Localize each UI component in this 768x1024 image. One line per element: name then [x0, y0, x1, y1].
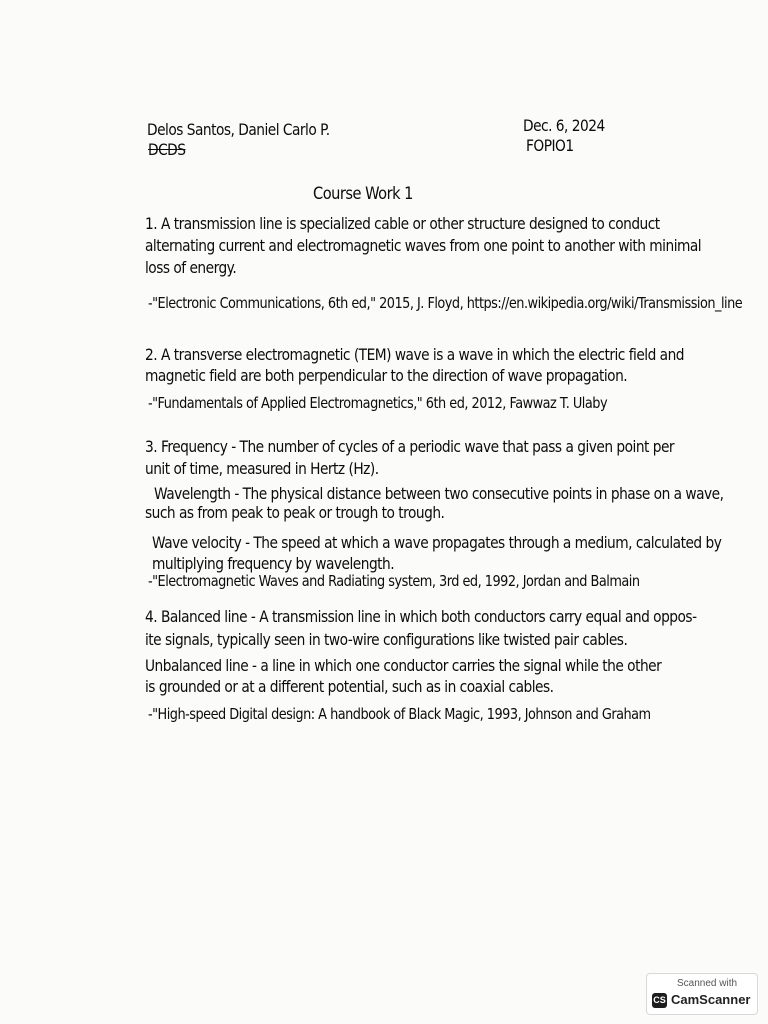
item-1-line-1: 1. A transmission line is specialized cable or other structure designed to conduct	[145, 214, 660, 233]
student-name: Delos Santos, Daniel Carlo P.	[147, 120, 330, 139]
date: Dec. 6, 2024	[523, 116, 605, 135]
item-2-citation: -"Fundamentals of Applied Electromagnetics," 6th ed, 2012, Fawwaz T. Ulaby	[148, 394, 608, 412]
watermark-caption: Scanned with	[677, 978, 738, 989]
item-1-line-3: loss of energy.	[145, 258, 237, 277]
item-2-line-1: 2. A transverse electromagnetic (TEM) wave is a wave in which the electric field and	[145, 345, 685, 364]
watermark-name: CamScanner	[671, 992, 751, 1007]
item-3-line-6: multiplying frequency by wavelength.	[152, 554, 395, 573]
student-initials: DCDS	[148, 140, 186, 159]
item-2-line-2: magnetic field are both perpendicular to the direction of wave propagation.	[145, 366, 628, 385]
item-4-line-1: 4. Balanced line - A transmission line in which both conductors carry equal and oppos-	[145, 607, 697, 626]
item-3-line-1: 3. Frequency - The number of cycles of a periodic wave that pass a given point per	[145, 437, 675, 456]
course-code: FOPIO1	[526, 136, 574, 155]
item-3-line-3: Wavelength - The physical distance between two consecutive points in phase on a wave,	[154, 484, 724, 503]
item-4-citation: -"High-speed Digital design: A handbook of Black Magic, 1993, Johnson and Graham	[148, 705, 651, 723]
item-4-line-3: Unbalanced line - a line in which one conductor carries the signal while the other	[145, 656, 662, 675]
item-3-line-4: such as from peak to peak or trough to trough.	[145, 503, 445, 522]
camscanner-watermark	[646, 973, 758, 1015]
camscanner-logo-icon: CS	[652, 993, 667, 1008]
item-1-citation: -"Electronic Communications, 6th ed," 2015, J. Floyd, https://en.wikipedia.org/wiki/Transmission_line	[148, 294, 743, 312]
item-3-citation: -"Electromagnetic Waves and Radiating system, 3rd ed, 1992, Jordan and Balmain	[148, 572, 640, 590]
page-title: Course Work 1	[313, 184, 413, 204]
item-3-line-2: unit of time, measured in Hertz (Hz).	[145, 459, 379, 478]
item-4-line-2: ite signals, typically seen in two-wire configurations like twisted pair cables.	[145, 630, 628, 649]
item-1-line-2: alternating current and electromagnetic waves from one point to another with minimal	[145, 236, 702, 255]
item-4-line-4: is grounded or at a different potential, such as in coaxial cables.	[145, 677, 554, 696]
item-3-line-5: Wave velocity - The speed at which a wave propagates through a medium, calculated by	[152, 533, 722, 552]
